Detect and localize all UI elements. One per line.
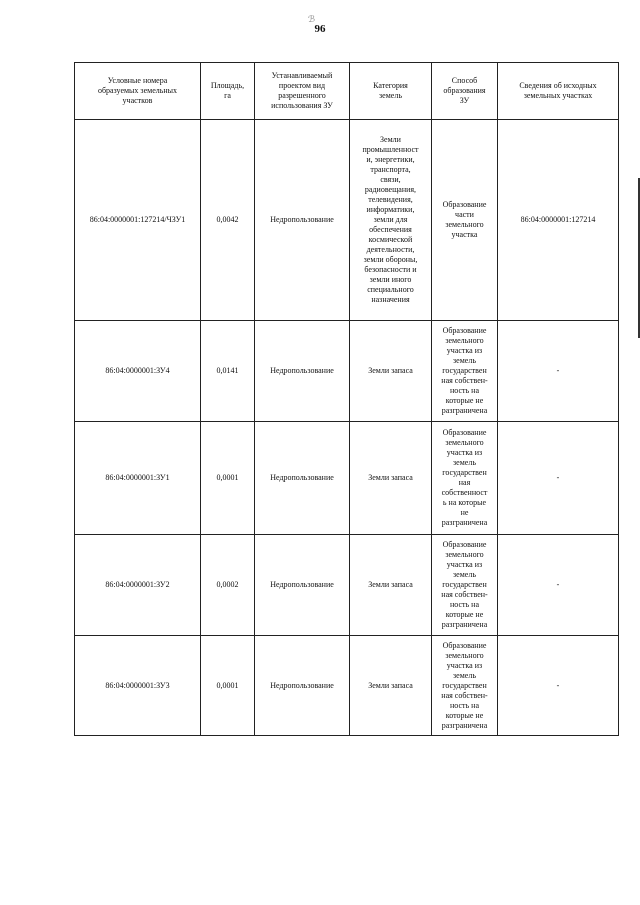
cell-plot-number: 86:04:0000001:ЗУ3 [75,636,201,736]
table-row [75,636,619,736]
cell-land-category: Земли промышленност и, энергетики, транспорта, связи, радиовещания, телевидения, информатики, земли для обеспечения космической деятельности, земли обороны, безопасности и земли иного специального назначения [350,120,432,321]
cell-source-plots: - [498,321,619,422]
cell-formation-method: Образование земельного участка из земель государствен ная собствен- ность на которые не разграничена [432,321,498,422]
cell-formation-method: Образование земельного участка из земель государствен ная собственност ь на которые не разграничена [432,422,498,535]
cell-area: 0,0042 [201,120,255,321]
header-land-category: Категория земель [350,63,432,120]
cell-land-category: Земли запаса [350,321,432,422]
cell-land-category: Земли запаса [350,535,432,636]
land-plots-table [74,62,619,736]
cell-formation-method: Образование земельного участка из земель государствен ная собствен- ность на которые не разграничена [432,636,498,736]
header-source-plots: Сведения об исходных земельных участках [498,63,619,120]
table-row [75,535,619,636]
cell-permitted-use: Недропользование [255,636,350,736]
header-permitted-use: Устанавливаемый проектом вид разрешенного использования ЗУ [255,63,350,120]
cell-permitted-use: Недропользование [255,535,350,636]
header-area: Площадь, га [201,63,255,120]
cell-source-plots: - [498,535,619,636]
cell-area: 0,0001 [201,636,255,736]
header-formation-method: Способ образования ЗУ [432,63,498,120]
cell-land-category: Земли запаса [350,636,432,736]
cell-plot-number: 86:04:0000001:ЗУ1 [75,422,201,535]
cell-area: 0,0002 [201,535,255,636]
table-row [75,422,619,535]
cell-source-plots: 86:04:0000001:127214 [498,120,619,321]
cell-area: 0,0001 [201,422,255,535]
cell-formation-method: Образование части земельного участка [432,120,498,321]
table-row [75,120,619,321]
header-plot-number: Условные номера образуемых земельных участков [75,63,201,120]
cell-source-plots: - [498,636,619,736]
page-number: 96 [314,23,326,35]
cell-area: 0,0141 [201,321,255,422]
cell-permitted-use: Недропользование [255,422,350,535]
cell-plot-number: 86:04:0000001:ЗУ2 [75,535,201,636]
table-row [75,321,619,422]
cell-permitted-use: Недропользование [255,120,350,321]
cell-permitted-use: Недропользование [255,321,350,422]
cell-land-category: Земли запаса [350,422,432,535]
cell-source-plots: - [498,422,619,535]
table-header-row [75,63,619,120]
cell-formation-method: Образование земельного участка из земель государствен ная собствен- ность на которые не разграничена [432,535,498,636]
cell-plot-number: 86:04:0000001:127214/ЧЗУ1 [75,120,201,321]
cell-plot-number: 86:04:0000001:ЗУ4 [75,321,201,422]
scan-mark: ℬ [308,14,316,24]
